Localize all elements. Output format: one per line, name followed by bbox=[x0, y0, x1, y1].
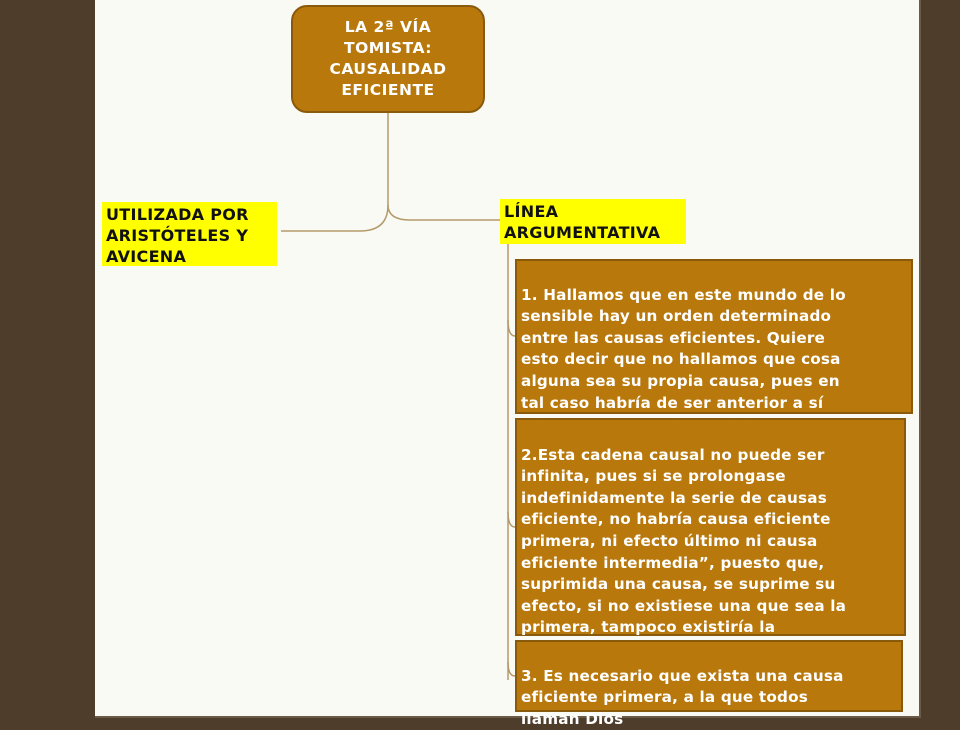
root-node bbox=[291, 5, 485, 113]
connector-left-branch bbox=[281, 205, 388, 231]
argument-box-3 bbox=[515, 640, 903, 728]
branch-argument-label: LÍNEA ARGUMENTATIVA bbox=[500, 199, 686, 244]
argument-text-1: 1. Hallamos que en este mundo de lo sensible hay un orden determinado entre las causas eficientes. Quiere esto decir que no hallamos que cosa alguna sea su propia causa, pues en tal caso habría de ser anterior a sí bbox=[521, 285, 846, 412]
connector-arg3 bbox=[508, 662, 515, 676]
argument-text-2: 2.Esta cadena causal no puede ser infinita, pues si se prolongase indefinidamente la serie de causas eficiente, no habría causa eficiente primera, ni efecto último ni causa eficiente intermedia”, puesto que, suprimida una causa, se suprime su efecto, si no existiese una que sea la primera, tampoco existiría la bbox=[521, 445, 847, 637]
root-node-label: LA 2ª VÍA TOMISTA: CAUSALIDAD EFICIENTE bbox=[329, 18, 447, 99]
argument-box-2 bbox=[515, 418, 906, 636]
connector-arg2 bbox=[508, 512, 515, 527]
connector-arg1 bbox=[508, 320, 515, 336]
connector-right-branch bbox=[388, 205, 500, 220]
branch-origin-label: UTILIZADA POR ARISTÓTELES Y AVICENA bbox=[102, 202, 277, 266]
argument-box-1 bbox=[515, 259, 913, 414]
argument-text-3: 3. Es necesario que exista una causa eficiente primera, a la que todos llaman Dios bbox=[521, 666, 844, 728]
